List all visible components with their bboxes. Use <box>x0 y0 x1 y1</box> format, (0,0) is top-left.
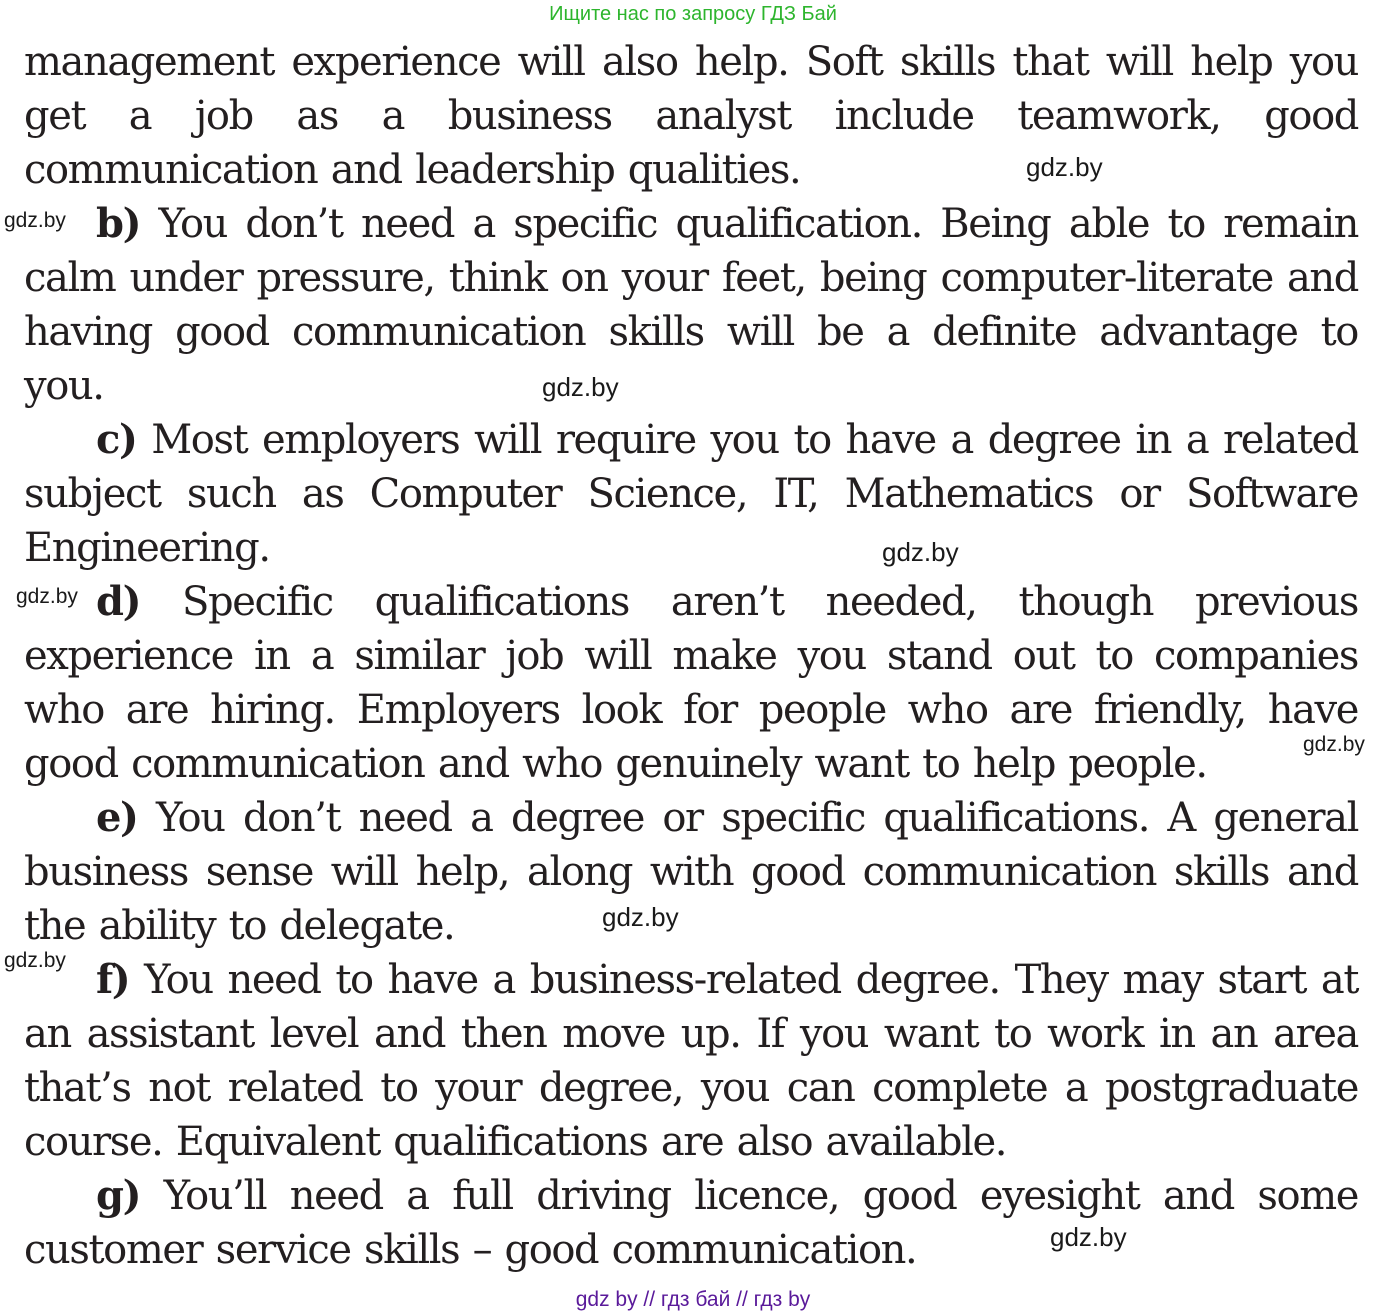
paragraph-c <box>24 413 1358 575</box>
paragraph-letter: e) <box>96 794 138 841</box>
paragraph-a-continuation <box>24 35 1358 197</box>
header-banner-text[interactable]: Ищите нас по запросу ГДЗ Бай <box>549 3 837 25</box>
paragraph-letter: g) <box>96 1172 141 1219</box>
paragraph-text: You don’t need a degree or specific qualifications. A general business sense will help, along with good communication skills and the ability to delegate. <box>24 795 1358 949</box>
paragraph-letter: d) <box>96 578 141 625</box>
exercise-answers-text <box>24 35 1358 1277</box>
watermark: gdz.by <box>1303 733 1365 756</box>
watermark: gdz.by <box>4 209 66 232</box>
watermark: gdz.by <box>542 372 619 402</box>
watermark: gdz.by <box>1050 1222 1127 1252</box>
paragraph-text: Specific qualifications aren’t needed, though previous experience in a similar job will make you stand out to companies who are hiring. Employers look for people who are friendly, have good communication and who genuinely want to help people. <box>24 579 1358 787</box>
watermark: gdz.by <box>16 585 78 608</box>
watermark: gdz.by <box>4 949 66 972</box>
paragraph-b <box>24 197 1358 413</box>
watermark: gdz.by <box>882 537 959 567</box>
paragraph-d <box>24 575 1358 791</box>
paragraph-letter: f) <box>96 956 130 1003</box>
paragraph-text: You need to have a business-related degree. They may start at an assistant level and then move up. If you want to work in an area that’s not related to your degree, you can complete a postgraduate course. Equivalent qualifications are also available. <box>24 957 1358 1165</box>
paragraph-text: You don’t need a specific qualification. Being able to remain calm under pressure, think on your feet, being computer-literate and having good communication skills will be a definite advantage to you. <box>24 201 1358 409</box>
paragraph-f <box>24 953 1358 1169</box>
paragraph-g <box>24 1169 1358 1277</box>
paragraph-text: management experience will also help. Soft skills that will help you get a job as a business analyst include teamwork, good communication and leadership qualities. <box>24 39 1358 193</box>
paragraph-e <box>24 791 1358 953</box>
footer-banner-text[interactable]: gdz by // гдз бай // гдз by <box>575 1288 811 1311</box>
paragraph-text: You’ll need a full driving licence, good eyesight and some customer service skills – good communication. <box>24 1173 1358 1273</box>
watermark: gdz.by <box>602 902 679 932</box>
paragraph-letter: b) <box>96 200 141 247</box>
paragraph-letter: c) <box>96 416 137 463</box>
paragraph-text: Most employers will require you to have a degree in a related subject such as Computer Science, IT, Mathematics or Software Engineering. <box>24 417 1358 571</box>
watermark: gdz.by <box>1026 152 1103 182</box>
